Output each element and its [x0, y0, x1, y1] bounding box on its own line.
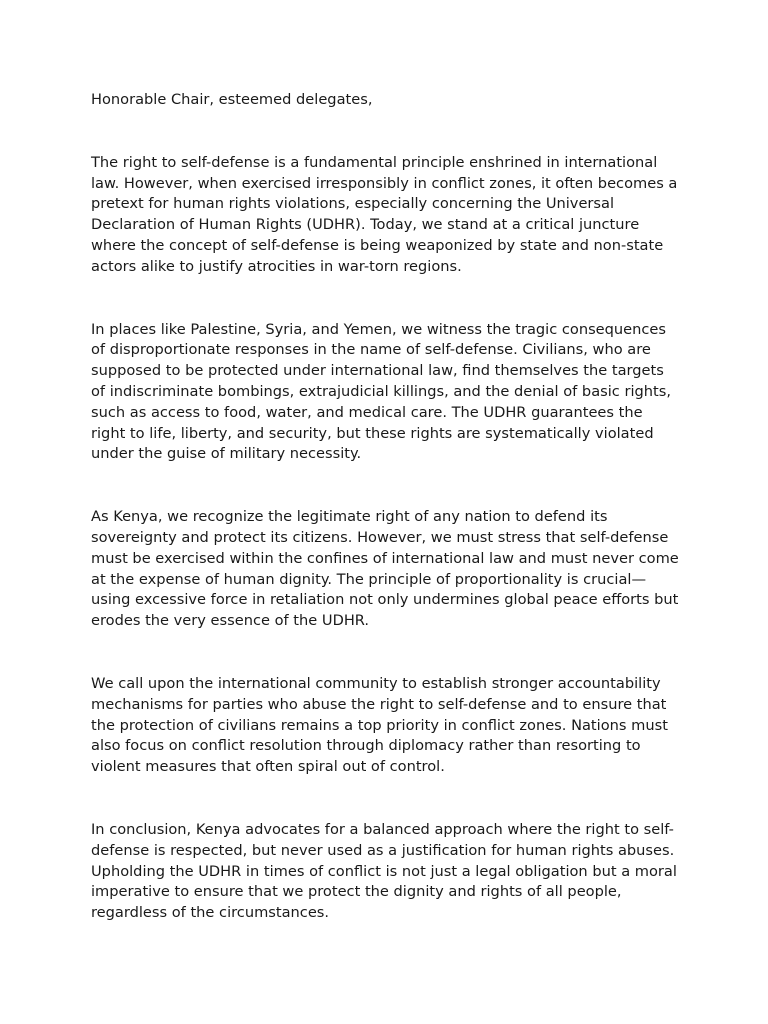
paragraph-2: In places like Palestine, Syria, and Yemen, we witness the tragic consequences of disproportionate responses in the name of self-defense. Civilians, who are supposed to be protected under international law, find themselves the targets of indiscriminate bombings, extrajudicial killings, and the denial of basic rights, such as access to food, water, and medical care. The UDHR guarantees the right to life, liberty, and security, but these rights are systematically violated under the guise of military necessity. [91, 320, 671, 463]
salutation: Honorable Chair, esteemed delegates, [91, 91, 373, 108]
paragraph-5: In conclusion, Kenya advocates for a balanced approach where the right to self-defense is respected, but never used as a justification for human rights abuses. Upholding the UDHR in times of conflict is not just a legal obligation but a moral imperative to ensure that we protect the dignity and rights of all people, regardless of the circumstances. [91, 820, 677, 922]
paragraph-4: We call upon the international community to establish stronger accountability mechanisms for parties who abuse the right to self-defense and to ensure that the protection of civilians remains a top priority in conflict zones. Nations must also focus on conflict resolution through diplomacy rather than resorting to violent measures that often spiral out of control. [91, 674, 668, 776]
paragraph-1: The right to self-defense is a fundamental principle enshrined in international law. However, when exercised irresponsibly in conflict zones, it often becomes a pretext for human rights violations, especially concerning the Universal Declaration of Human Rights (UDHR). Today, we stand at a critical juncture where the concept of self-defense is being weaponized by state and non-state actors alike to justify atrocities in war-torn regions. [91, 153, 678, 275]
paragraph-3: As Kenya, we recognize the legitimate right of any nation to defend its sovereignty and protect its citizens. However, we must stress that self-defense must be exercised within the confines of international law and must never come at the expense of human dignity. The principle of proportionality is crucial—using excessive force in retaliation not only undermines global peace efforts but erodes the very essence of the UDHR. [91, 508, 679, 630]
document-page [91, 90, 681, 924]
